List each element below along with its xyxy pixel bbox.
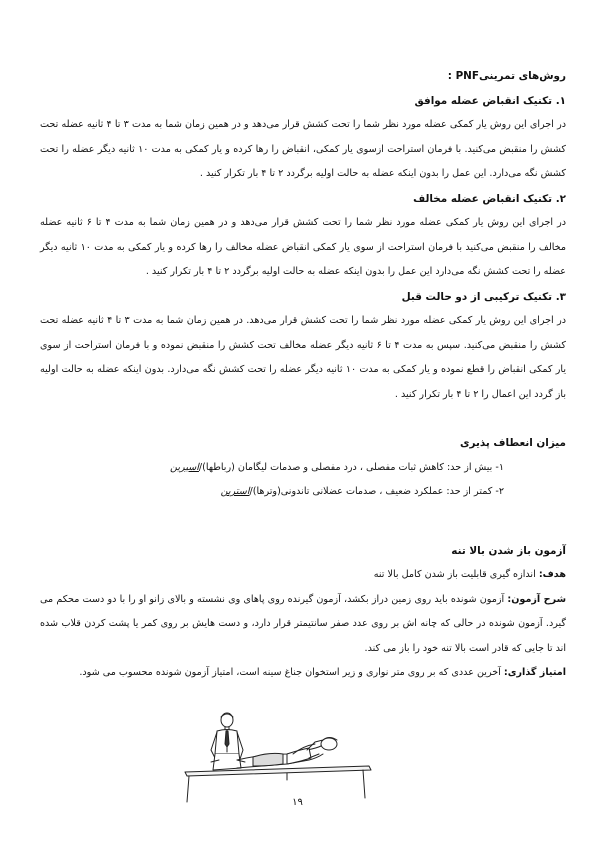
page-number: ۱۹	[292, 797, 303, 808]
flexibility-list	[40, 456, 566, 505]
technique-1-heading: ۱. تکنیک انقباض عضله موافق	[414, 94, 566, 107]
test-description	[40, 588, 566, 662]
list-item-source: اسیرین	[170, 461, 199, 473]
technique-3-body: در اجرای این روش یار کمکی عضله مورد نظر شما را تحت کشش قرار می‌دهد. در همین زمان شما به مدت ۳ تا ۴ ثانیه عضله تحت کشش را منقبض می‌کنید. سپس به مدت ۴ تا ۶ ثانیه دیگر عضله مخالف تحت کشش را منقبض نموده و با فرمان استراحت از سوی یار کمکی انقباض را قطع نموده و یار کمکی به مدت ۱۰ ثانیه دیگر عضله را تحت کشش نگه می‌دارد. بدون اینکه عضله به حالت اولیه باز گردد این اعمال را ۲ تا ۴ بار تکرار کنید .	[40, 315, 566, 400]
list-item-text: ۲- کمتر از حد: عملکرد ضعیف ، صدمات عضلانی تاندونی(وترها)/	[249, 486, 504, 497]
list-item	[40, 480, 504, 505]
goal-text: اندازه گیری قابلیت باز شدن کامل بالا تنه	[373, 569, 539, 580]
list-item	[40, 456, 504, 481]
goal-label: هدف:	[538, 569, 566, 580]
scoring-label: امتیاز گذاری:	[503, 667, 566, 678]
list-item-text: ۱- بیش از حد: کاهش ثبات مفصلی ، درد مفصلی و صدمات لیگامان (رباطها)/	[198, 461, 504, 473]
description-text: آزمون شونده باید روی زمین دراز بکشد، آزمون گیرنده روی پاهای وی نشسته و بالای زانو او را با دو دست محکم می گیرد. آزمون شونده در حالی که چانه اش بر روی عدد صفر سانتیمتر قرار دارد، و دست هایش بر روی کمر یا پشت کردن قلاب شده اند تا جایی که قادر است بالا تنه خود را باز می کند.	[40, 593, 566, 654]
test-goal	[40, 563, 566, 588]
technique-1-body: در اجرای این روش یار کمکی عضله مورد نظر شما را تحت کشش قرار می‌دهد و در همین زمان شما به مدت ۳ تا ۴ ثانیه عضله تحت کشش را منقبض می‌کنید. با فرمان استراحت ازسوی یار کمکی، انقباض را رها کرده و یار کمکی به مدت ۱۰ ثانیه دیگر عضله را تحت کشش نگه می‌دارد. این عمل را بدون اینکه عضله به حالت اولیه برگردد ۲ تا ۴ بار تکرار کنید .	[40, 119, 566, 179]
document-content	[40, 64, 566, 686]
technique-3-heading: ۳. تکنیک ترکیبی از دو حالت قبل	[401, 290, 566, 303]
description-label: شرح آزمون:	[507, 593, 566, 605]
scoring-text: آخرین عددی که بر روی متر نواری و زیر استخوان جناغ سینه است، امتیاز آزمون شونده محسوب می شود.	[79, 667, 504, 678]
technique-2-body: در اجرای این روش یار کمکی عضله مورد نظر شما را تحت کشش قرار می‌دهد و در همین زمان شما به مدت ۴ تا ۶ ثانیه عضله مخالف را منقبض می‌کنید با فرمان استراحت از سوی یار کمکی انقباض عضله مخالف را رها کرده و یار کمکی به مدت ۱۰ ثانیه دیگر عضله را تحت کشش نگه می‌دارد این عمل را بدون اینکه عضله به حالت اولیه برگردد ۲ تا ۴ بار تکرار کنید .	[40, 217, 566, 277]
list-item-source: استرین	[220, 486, 250, 497]
test-scoring	[40, 661, 566, 686]
technique-2-heading: ۲. تکنیک انقباض عضله مخالف	[413, 192, 566, 205]
flexibility-heading: میزان انعطاف پذیری	[459, 437, 566, 449]
trunk-extension-test-illustration	[183, 710, 373, 806]
test-heading: آزمون باز شدن بالا تنه	[451, 544, 566, 557]
section-title: روش‌های تمرینیPNF :	[447, 70, 566, 82]
